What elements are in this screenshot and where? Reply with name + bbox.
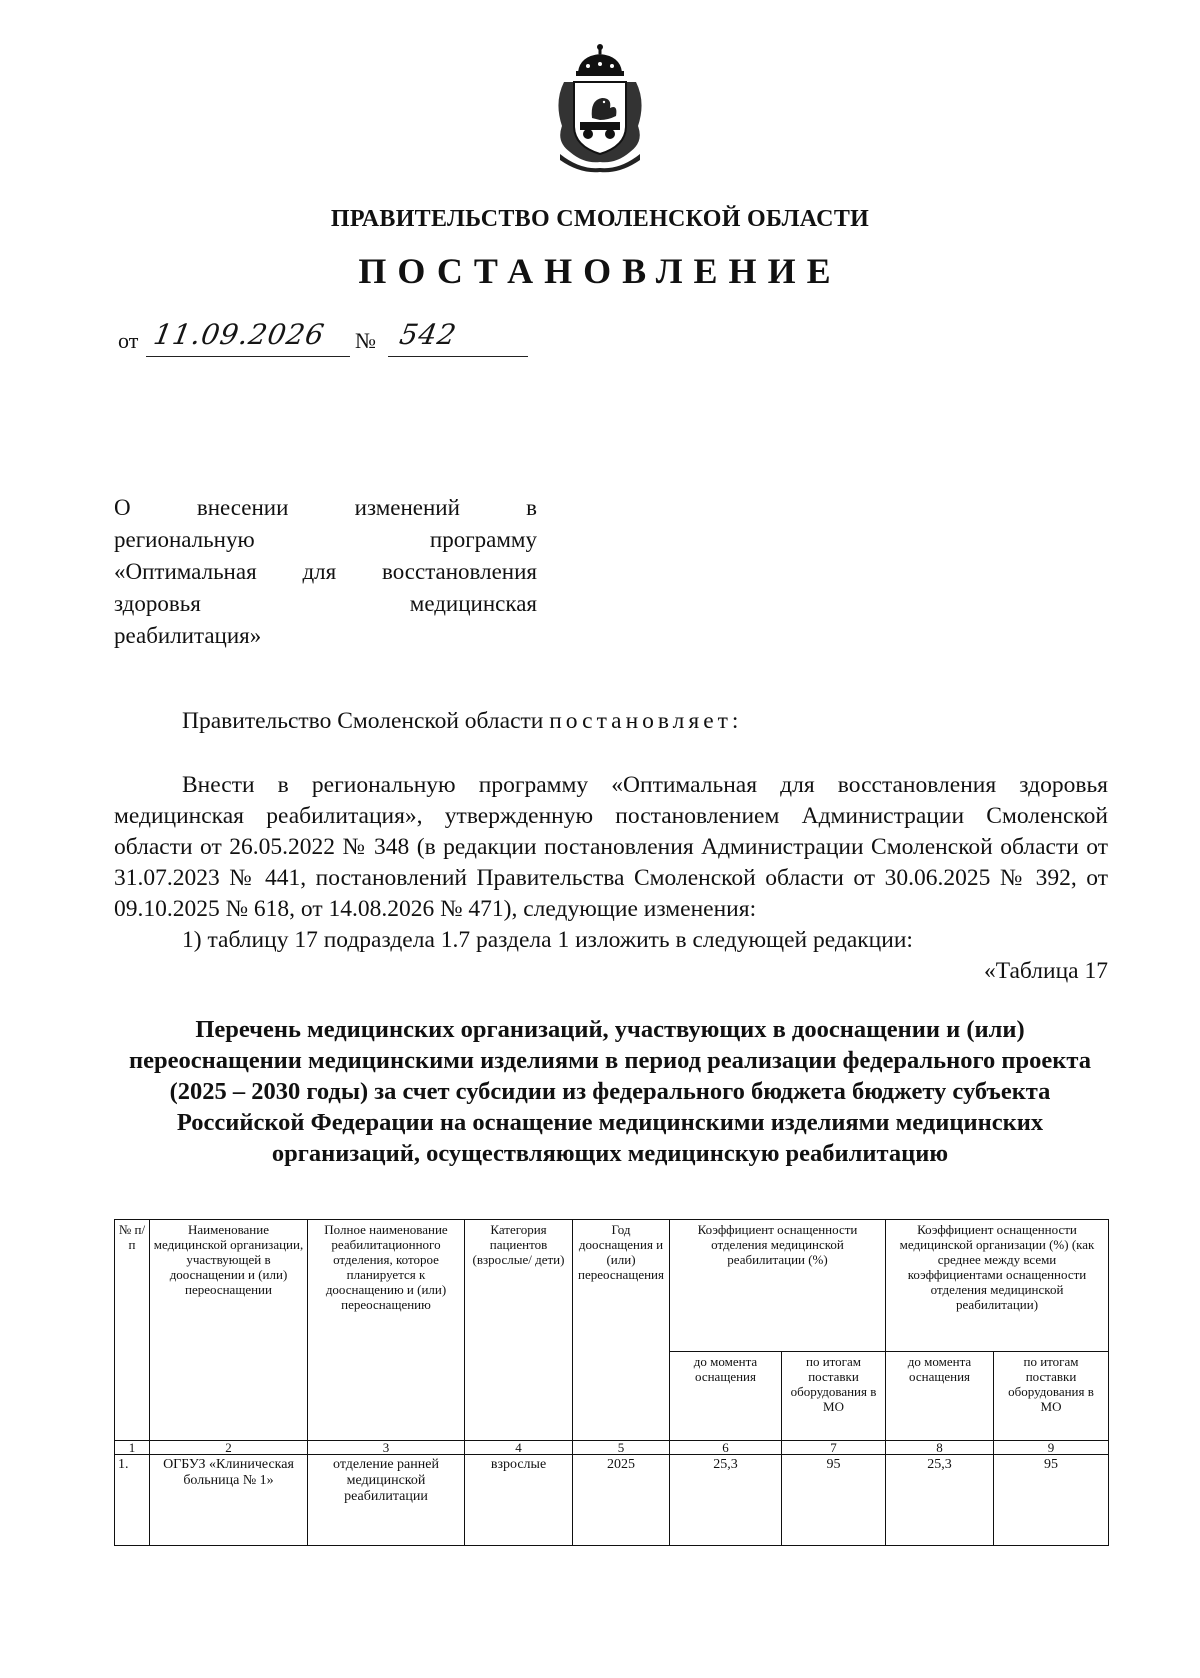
subject-line: О внесении изменений в xyxy=(114,495,537,520)
column-number: 3 xyxy=(308,1441,465,1455)
header-after-org: по итогам поставки оборудования в МО xyxy=(994,1352,1109,1441)
table-header-row xyxy=(115,1220,1109,1352)
handwritten-number: 542 xyxy=(397,318,460,351)
subject-line: здоровья медицинская xyxy=(114,591,537,616)
cell-dept: отделение ранней медицинской реабилитации xyxy=(308,1455,465,1546)
column-number: 4 xyxy=(465,1441,573,1455)
header-coef-dept: Коэффициент оснащенности отделения медицинской реабилитации (%) xyxy=(670,1220,886,1352)
date-number-line xyxy=(118,318,538,358)
header-before-org: до момента оснащения xyxy=(886,1352,994,1441)
subject-block xyxy=(114,492,537,652)
number-underline xyxy=(388,356,528,357)
cell-category: взрослые xyxy=(465,1455,573,1546)
header-category: Категория пациентов (взрослые/ дети) xyxy=(465,1220,573,1441)
subject-line: «Оптимальная для восстановления xyxy=(114,559,537,584)
document-type: ПОСТАНОВЛЕНИЕ xyxy=(358,251,842,291)
number-label: № xyxy=(355,328,376,353)
column-number: 1 xyxy=(115,1441,150,1455)
table-title: Перечень медицинских организаций, участвующих в дооснащении и (или) переоснащении медицинскими изделиями в период реализации федерального проекта (2025 – 2030 годы) за счет субсидии из федерального бюджета бюджету субъекта Российской Федерации на оснащение медицинскими изделиями медицинских организаций, осуществляющих медицинскую реабилитацию xyxy=(129,1016,1091,1167)
column-number: 9 xyxy=(994,1441,1109,1455)
subject-line: реабилитация» xyxy=(114,623,262,648)
column-number: 8 xyxy=(886,1441,994,1455)
header-org: Наименование медицинской организации, участвующей в дооснащении и (или) переоснащении xyxy=(150,1220,308,1441)
organization-name: ПРАВИТЕЛЬСТВО СМОЛЕНСКОЙ ОБЛАСТИ xyxy=(330,206,870,232)
cell-coef-org-after: 95 xyxy=(994,1455,1109,1546)
header-dept: Полное наименование реабилитационного отделения, которое планируется к дооснащению и (или) переоснащению xyxy=(308,1220,465,1441)
from-label: от xyxy=(118,328,139,353)
cell-year: 2025 xyxy=(573,1455,670,1546)
amendment-item: 1) таблицу 17 подраздела 1.7 раздела 1 изложить в следующей редакции: xyxy=(182,927,913,953)
header-year: Год дооснащения и (или) переоснащения xyxy=(573,1220,670,1441)
header-after-dept: по итогам поставки оборудования в МО xyxy=(782,1352,886,1441)
header-coef-org: Коэффициент оснащенности медицинской организации (%) (как среднее между всеми коэффициентами оснащенности отделения медицинской реабилитации) xyxy=(886,1220,1109,1352)
coat-of-arms-icon xyxy=(540,42,660,174)
table-row xyxy=(115,1455,1109,1546)
header-before: до момента оснащения xyxy=(670,1352,782,1441)
header-num: № п/п xyxy=(115,1220,150,1441)
column-number: 2 xyxy=(150,1441,308,1455)
body-text xyxy=(114,770,1108,987)
resolution-line xyxy=(182,708,742,735)
column-number-row xyxy=(115,1441,1109,1455)
cell-num: 1. xyxy=(115,1455,150,1546)
table-reference: «Таблица 17 xyxy=(983,958,1108,984)
cell-coef-dept-after: 95 xyxy=(782,1455,886,1546)
subject-line: региональную программу xyxy=(114,527,537,552)
cell-coef-dept-before: 25,3 xyxy=(670,1455,782,1546)
column-number: 5 xyxy=(573,1441,670,1455)
body-paragraph: Внести в региональную программу «Оптимальная для восстановления здоровья медицинская реабилитация», утвержденную постановлением Администрации Смоленской области от 26.05.2022 № 348 (в редакции постановления Администрации Смоленской области от 31.07.2023 № 441, постановлений Правительства Смоленской области от 30.06.2025 № 392, от 09.10.2025 № 618, от 14.08.2026 № 471), следующие изменения: xyxy=(114,772,1108,922)
cell-coef-org-before: 25,3 xyxy=(886,1455,994,1546)
cell-org: ОГБУЗ «Клиническая больница № 1» xyxy=(150,1455,308,1546)
organizations-table xyxy=(114,1219,1109,1546)
date-underline xyxy=(146,356,350,357)
resolution-lead: Правительство Смоленской области xyxy=(182,708,544,734)
column-number: 6 xyxy=(670,1441,782,1455)
handwritten-date: 11.09.2026 xyxy=(151,318,328,351)
column-number: 7 xyxy=(782,1441,886,1455)
resolution-verb: постановляет: xyxy=(549,708,743,734)
